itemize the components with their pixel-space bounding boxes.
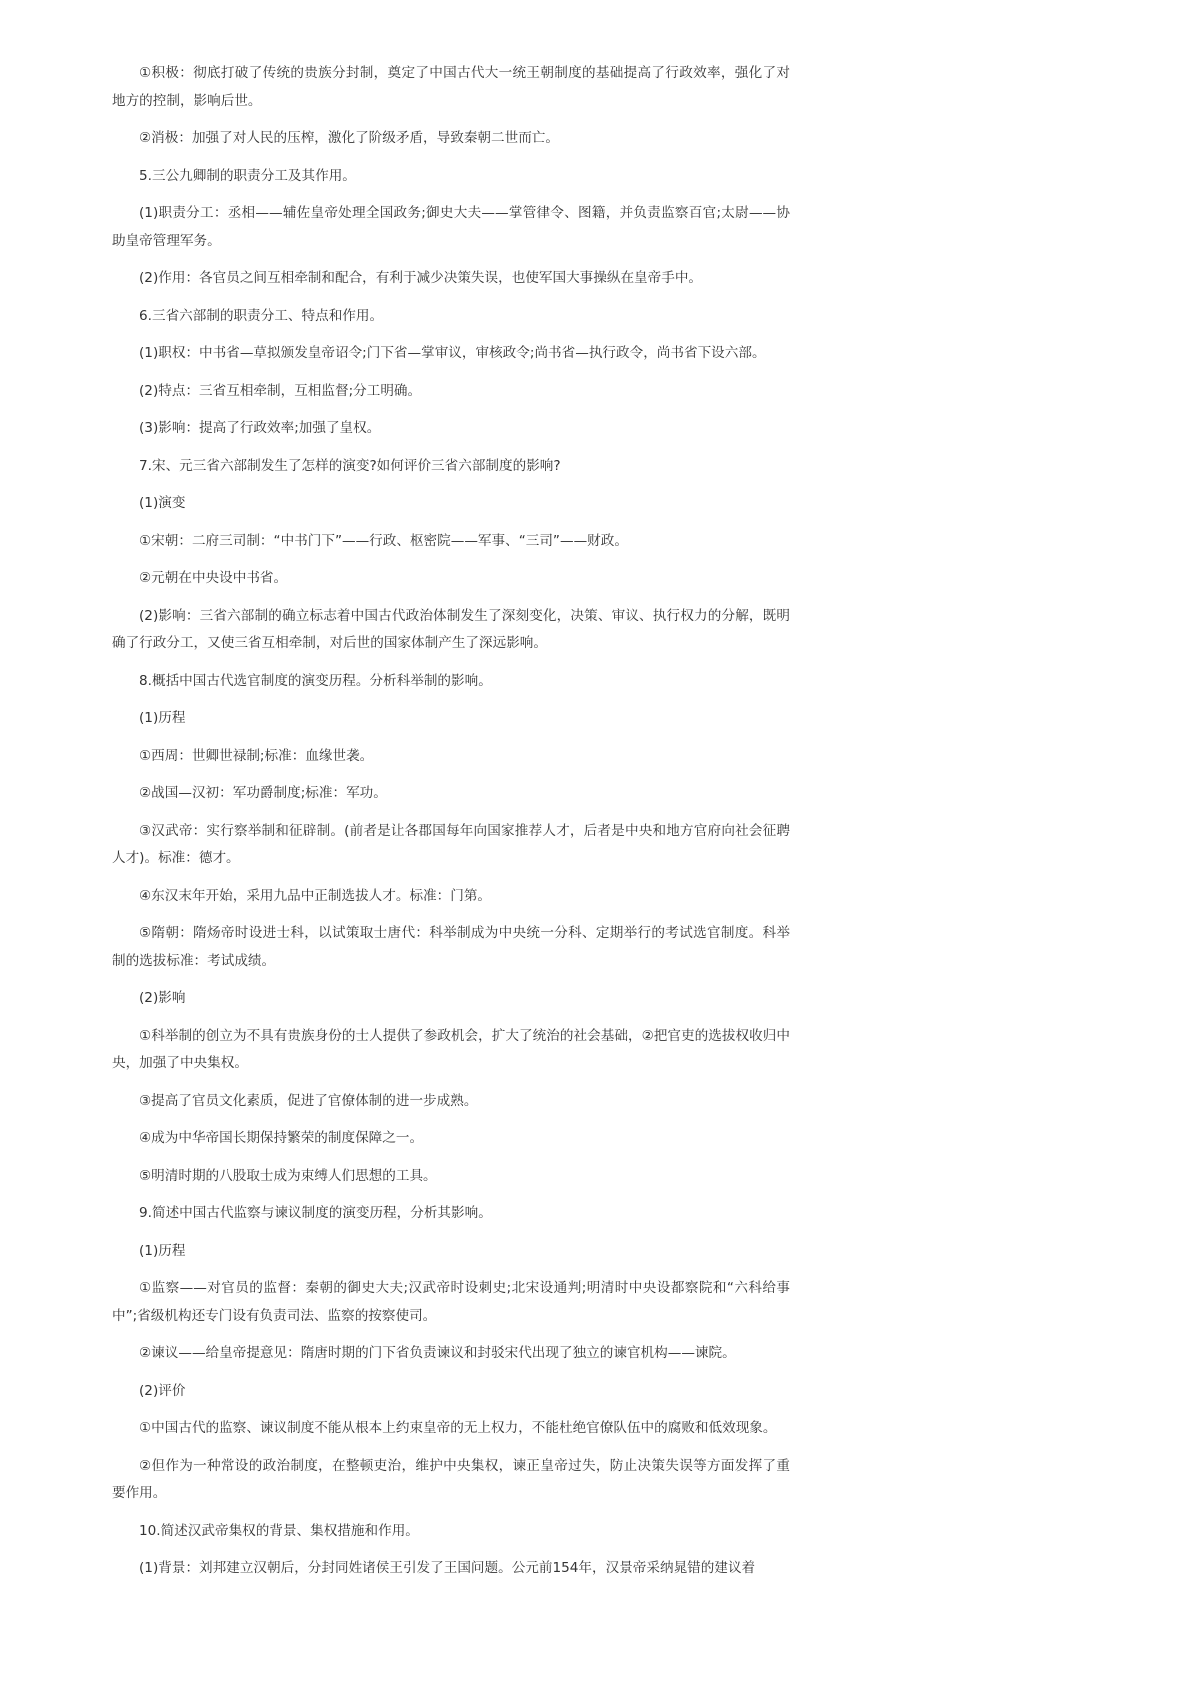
section-heading: 8.概括中国古代选官制度的演变历程。分析科举制的影响。 — [139, 672, 492, 689]
paragraph: ①科举制的创立为不具有贵族身份的士人提供了参政机会，扩大了统治的社会基础，②把官吏的选拔权收归中央，加强了中央集权。 — [112, 1027, 790, 1071]
paragraph: ⑤隋朝：隋炀帝时设进士科，以试策取士唐代：科举制成为中央统一分科、定期举行的考试选官制度。科举制的选拔标准：考试成绩。 — [112, 925, 790, 969]
paragraph: ①宋朝：二府三司制：“中书门下”——行政、枢密院——军事、“三司”——财政。 — [139, 532, 628, 549]
subheading: (2)影响 — [139, 990, 186, 1006]
paragraph: ②战国—汉初：军功爵制度;标准：军功。 — [139, 785, 387, 801]
paragraph: (2)影响：三省六部制的确立标志着中国古代政治体制发生了深刻变化，决策、审议、执行权力的分解，既明确了行政分工，又使三省互相牵制，对后世的国家体制产生了深远影响。 — [112, 607, 790, 651]
paragraph: ④成为中华帝国长期保持繁荣的制度保障之一。 — [139, 1130, 424, 1146]
section-heading: 10.简述汉武帝集权的背景、集权措施和作用。 — [139, 1522, 419, 1539]
paragraph: ⑤明清时期的八股取士成为束缚人们思想的工具。 — [139, 1167, 437, 1184]
subheading: (1)演变 — [139, 495, 186, 511]
paragraph: ①西周：世卿世禄制;标准：血缘世袭。 — [139, 747, 374, 764]
paragraph: ④东汉末年开始，采用九品中正制选拔人才。标准：门第。 — [139, 887, 492, 904]
section-heading: 6.三省六部制的职责分工、特点和作用。 — [139, 307, 384, 324]
document-body — [112, 60, 790, 1593]
paragraph: ③汉武帝：实行察举制和征辟制。(前者是让各郡国每年向国家推荐人才，后者是中央和地方官府向社会征聘人才)。标准：德才。 — [112, 822, 790, 866]
paragraph: ②但作为一种常设的政治制度，在整顿吏治，维护中央集权，谏正皇帝过失，防止决策失误等方面发挥了重要作用。 — [112, 1457, 790, 1501]
paragraph: (2)特点：三省互相牵制，互相监督;分工明确。 — [139, 382, 422, 399]
paragraph: (1)背景：刘邦建立汉朝后，分封同姓诸侯王引发了王国问题。公元前154年，汉景帝采纳晁错的建议着 — [139, 1560, 756, 1576]
paragraph: ①中国古代的监察、谏议制度不能从根本上约束皇帝的无上权力，不能杜绝官僚队伍中的腐败和低效现象。 — [139, 1420, 777, 1436]
paragraph: (1)职责分工：丞相——辅佐皇帝处理全国政务;御史大夫——掌管律令、图籍，并负责监察百官;太尉——协助皇帝管理军务。 — [112, 205, 790, 249]
paragraph: ②元朝在中央设中书省。 — [139, 570, 288, 586]
paragraph: (3)影响：提高了行政效率;加强了皇权。 — [139, 420, 381, 436]
paragraph: (2)作用：各官员之间互相牵制和配合，有利于减少决策失误，也使军国大事操纵在皇帝手中。 — [139, 270, 703, 286]
section-heading: 9.简述中国古代监察与谏议制度的演变历程，分析其影响。 — [139, 1205, 492, 1221]
subheading: (2)评价 — [139, 1382, 186, 1399]
paragraph: ③提高了官员文化素质，促进了官僚体制的进一步成熟。 — [139, 1092, 478, 1109]
section-heading: 7.宋、元三省六部制发生了怎样的演变?如何评价三省六部制度的影响? — [139, 457, 561, 474]
paragraph: ①监察——对官员的监督：秦朝的御史大夫;汉武帝时设刺史;北宋设通判;明清时中央设都察院和“六科给事中”;省级机构还专门设有负责司法、监察的按察使司。 — [112, 1280, 790, 1324]
paragraph: ①积极：彻底打破了传统的贵族分封制，奠定了中国古代大一统王朝制度的基础提高了行政效率，强化了对地方的控制，影响后世。 — [112, 65, 790, 109]
section-heading: 5.三公九卿制的职责分工及其作用。 — [139, 167, 356, 184]
subheading: (1)历程 — [139, 1242, 186, 1259]
paragraph: ②消极：加强了对人民的压榨，激化了阶级矛盾，导致秦朝二世而亡。 — [139, 130, 559, 146]
paragraph: (1)职权：中书省—草拟颁发皇帝诏令;门下省—掌审议，审核政令;尚书省—执行政令，尚书省下设六部。 — [139, 345, 766, 361]
subheading: (1)历程 — [139, 710, 186, 726]
paragraph: ②谏议——给皇帝提意见：隋唐时期的门下省负责谏议和封驳宋代出现了独立的谏官机构——谏院。 — [139, 1345, 736, 1361]
